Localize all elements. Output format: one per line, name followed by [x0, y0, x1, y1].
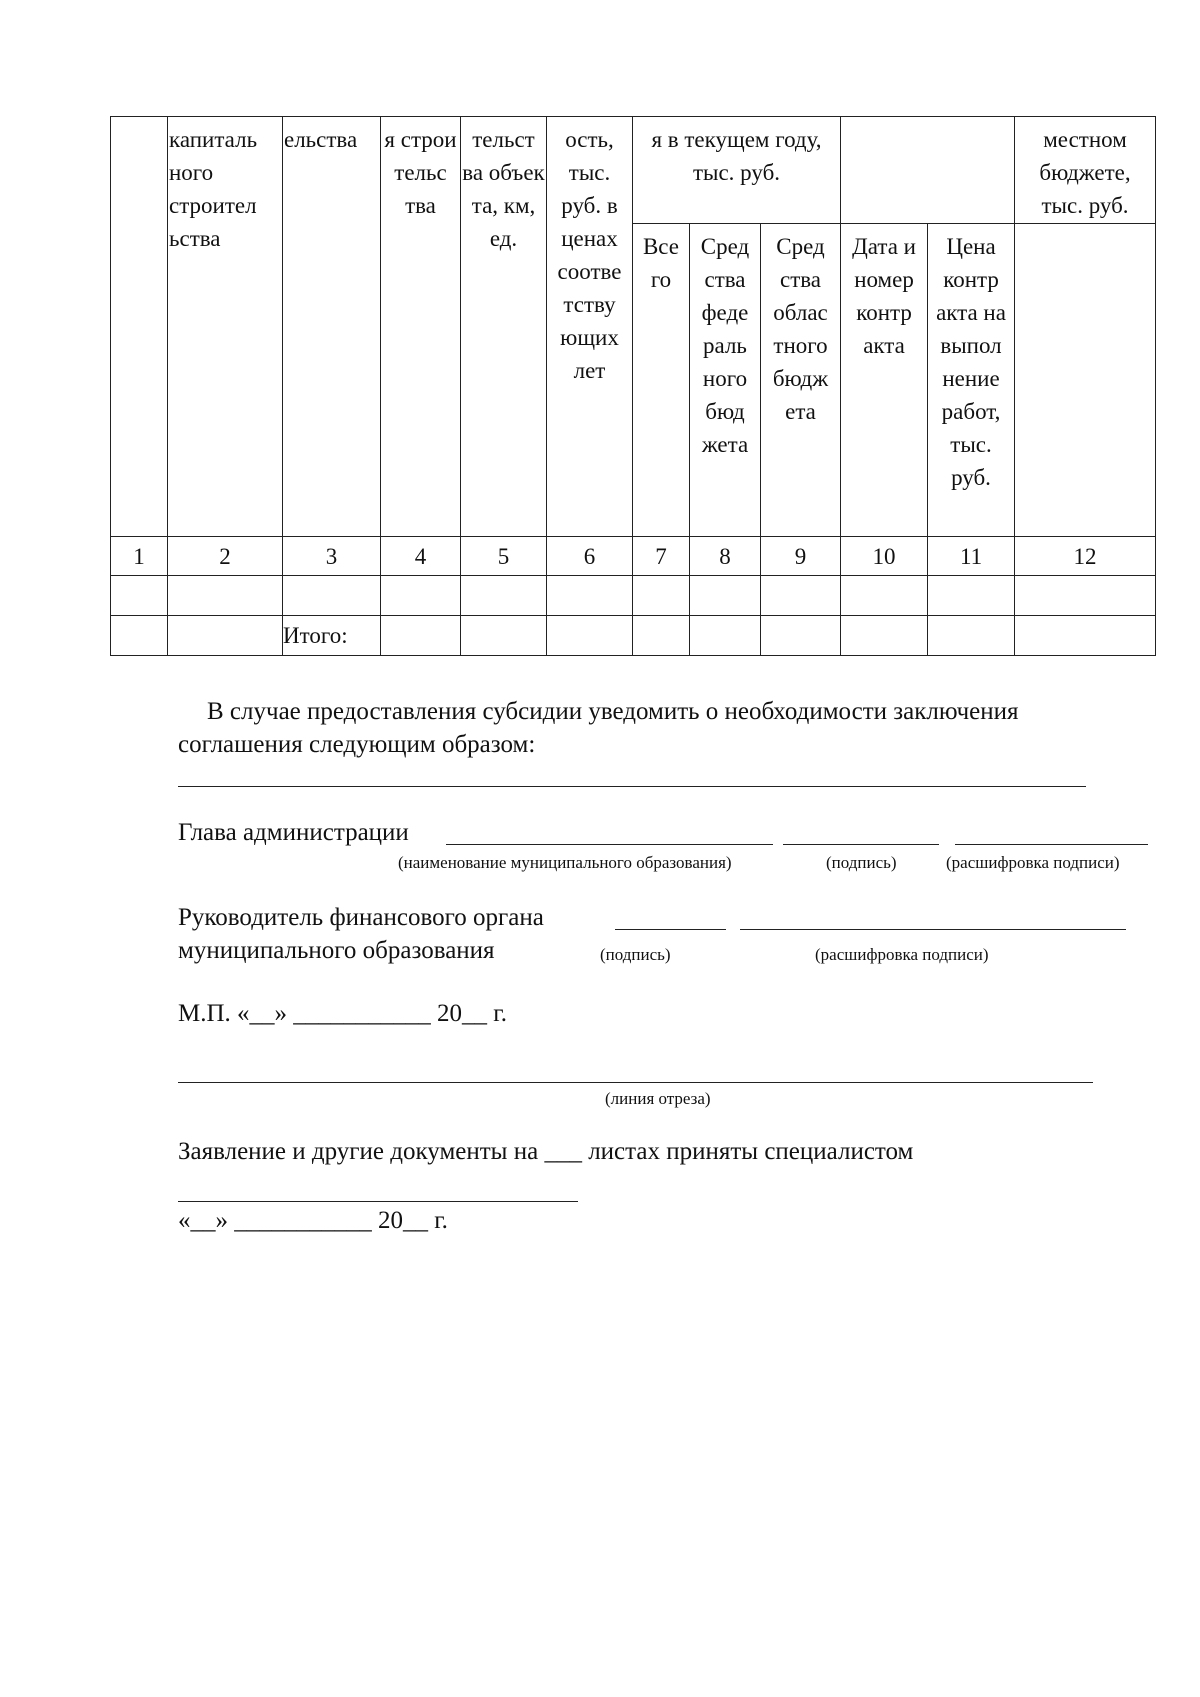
finance-signature-line [615, 929, 726, 930]
head-caption-name: (наименование муниципального образования) [398, 853, 732, 872]
total-row [111, 616, 1156, 656]
head-label: Глава администрации [178, 819, 409, 846]
header-col-10-11 [841, 117, 1015, 224]
header-col-3: ельства [283, 117, 381, 537]
header-col-1 [111, 117, 168, 537]
finance-caption-decode: (расшифровка подписи) [815, 945, 989, 964]
header-col-11: Цена контр акта на выпол нение работ, тыс. руб. [928, 224, 1015, 537]
finance-decode-line [740, 929, 1126, 930]
header-col-10: Дата и номер контр акта [841, 224, 928, 537]
col-number: 7 [633, 537, 690, 576]
col-number: 3 [283, 537, 381, 576]
header-col-12-sub [1015, 224, 1156, 537]
col-number: 4 [381, 537, 461, 576]
header-col-7: Все го [633, 224, 690, 537]
notice-line-2: соглашения следующим образом: [178, 731, 536, 758]
total-label: Итого: [283, 616, 381, 656]
municipality-name-line [446, 844, 773, 845]
col-number: 9 [761, 537, 841, 576]
receipt-date: «__» ___________ 20__ г. [178, 1207, 448, 1234]
head-signature-line [783, 844, 939, 845]
head-decode-line [955, 844, 1148, 845]
col-number: 6 [547, 537, 633, 576]
receipt-text: Заявление и другие документы на ___ листах приняты специалистом [178, 1138, 914, 1165]
col-number: 1 [111, 537, 168, 576]
header-col-12: местном бюджете, тыс. руб. [1015, 117, 1156, 224]
header-col-7-9: я в текущем году, тыс. руб. [633, 117, 841, 224]
head-caption-decode: (расшифровка подписи) [946, 853, 1120, 872]
objects-table [110, 116, 1156, 656]
finance-label-line-2: муниципального образования [178, 937, 495, 964]
finance-caption-sign: (подпись) [600, 945, 671, 964]
header-col-9: Сред ства облас тного бюдж ета [761, 224, 841, 537]
cut-line [178, 1082, 1093, 1083]
col-number: 12 [1015, 537, 1156, 576]
col-number: 11 [928, 537, 1015, 576]
header-col-8: Сред ства феде раль ного бюд жета [690, 224, 761, 537]
col-number: 10 [841, 537, 928, 576]
table-row [111, 576, 1156, 616]
header-col-6: ость, тыс. руб. в ценах соотве тству ющих лет [547, 117, 633, 537]
header-col-4: я строи тельс тва [381, 117, 461, 537]
notice-line-1: В случае предоставления субсидии уведомить о необходимости заключения [207, 698, 1019, 725]
specialist-line [178, 1201, 578, 1202]
col-number: 5 [461, 537, 547, 576]
cut-caption: (линия отреза) [605, 1089, 711, 1108]
stamp-date: М.П. «__» ___________ 20__ г. [178, 1000, 507, 1027]
col-number: 2 [168, 537, 283, 576]
column-numbers-row [111, 537, 1156, 576]
header-col-5: тельст ва объек та, км, ед. [461, 117, 547, 537]
notice-underline [178, 786, 1086, 787]
finance-label-line-1: Руководитель финансового органа [178, 904, 544, 931]
head-caption-sign: (подпись) [826, 853, 897, 872]
col-number: 8 [690, 537, 761, 576]
header-col-2: капиталь ного строител ьства [168, 117, 283, 537]
